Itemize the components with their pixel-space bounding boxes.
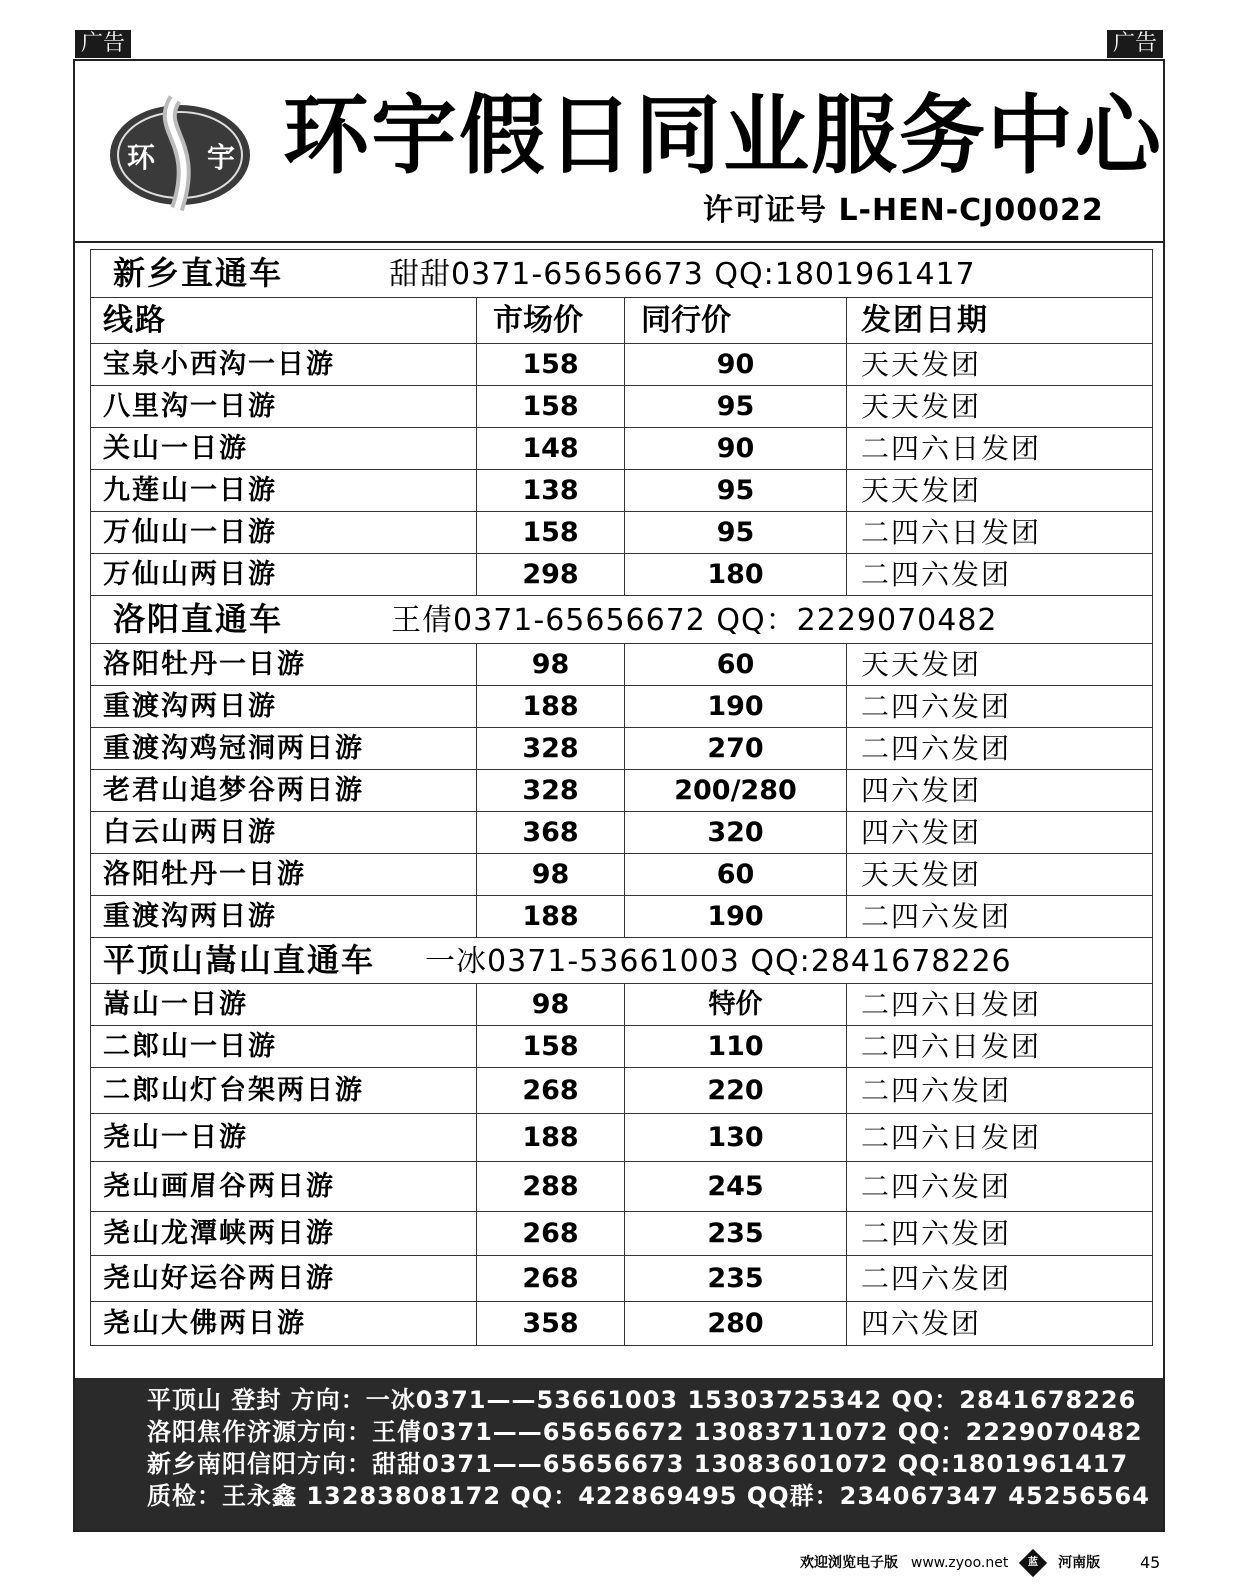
departure-schedule: 天天发团	[847, 854, 1153, 896]
route-name: 洛阳牡丹一日游	[91, 644, 477, 686]
section-contact: 一冰0371-53661003 QQ:2841678226	[425, 944, 1012, 979]
license-number: 许可证号 L-HEN-CJ00022	[703, 193, 1104, 228]
market-price: 368	[477, 812, 625, 854]
departure-schedule: 二四六日发团	[847, 984, 1153, 1026]
peer-price: 320	[625, 812, 847, 854]
peer-price: 60	[625, 854, 847, 896]
footer-line-xinxiang: 新乡南阳信阳方向：甜甜0371——65656673 13083601072 QQ:1801961417	[147, 1450, 1129, 1478]
company-logo	[105, 91, 255, 213]
header-schedule: 发团日期	[847, 298, 1153, 344]
footer-line-luoyang: 洛阳焦作济源方向：王倩0371——65656672 13083711072 QQ：2229070482	[147, 1418, 1143, 1446]
departure-schedule: 二四六发团	[847, 896, 1153, 938]
market-price: 298	[477, 554, 625, 596]
departure-schedule: 二四六发团	[847, 728, 1153, 770]
route-row	[91, 1068, 1153, 1114]
route-name: 老君山追梦谷两日游	[91, 770, 477, 812]
market-price: 158	[477, 386, 625, 428]
route-name: 万仙山一日游	[91, 512, 477, 554]
footer-line-pingdingshan: 平顶山 登封 方向：一冰0371——53661003 15303725342 QQ：2841678226	[147, 1386, 1137, 1414]
route-name: 万仙山两日游	[91, 554, 477, 596]
route-name: 白云山两日游	[91, 812, 477, 854]
route-name: 洛阳牡丹一日游	[91, 854, 477, 896]
edition-label: 河南版	[1058, 1555, 1101, 1571]
header	[75, 61, 1163, 243]
peer-price: 90	[625, 428, 847, 470]
peer-price: 130	[625, 1114, 847, 1162]
peer-price: 95	[625, 386, 847, 428]
market-price: 148	[477, 428, 625, 470]
logo-text-right: 宇	[206, 141, 236, 174]
peer-price: 180	[625, 554, 847, 596]
section-name: 新乡直通车	[113, 254, 284, 292]
route-row	[91, 428, 1153, 470]
route-row	[91, 896, 1153, 938]
departure-schedule: 二四六日发团	[847, 428, 1153, 470]
logo-text-left: 环	[126, 141, 156, 174]
route-row	[91, 1162, 1153, 1212]
route-row	[91, 1026, 1153, 1068]
route-row	[91, 984, 1153, 1026]
peer-price: 200/280	[625, 770, 847, 812]
route-row	[91, 686, 1153, 728]
badge-text: 蓝	[1028, 1557, 1039, 1568]
section-name: 洛阳直通车	[113, 600, 284, 638]
route-name: 嵩山一日游	[91, 984, 477, 1026]
departure-schedule: 天天发团	[847, 470, 1153, 512]
section-name: 平顶山嵩山直通车	[103, 941, 376, 979]
header-market-price: 市场价	[477, 298, 625, 344]
route-row	[91, 812, 1153, 854]
peer-price: 110	[625, 1026, 847, 1068]
peer-price: 245	[625, 1162, 847, 1212]
section-header	[91, 250, 1153, 298]
departure-schedule: 二四六发团	[847, 1256, 1153, 1302]
market-price: 328	[477, 770, 625, 812]
route-row	[91, 386, 1153, 428]
route-name: 重渡沟鸡冠洞两日游	[91, 728, 477, 770]
section-header	[91, 938, 1153, 984]
market-price: 268	[477, 1068, 625, 1114]
peer-price: 90	[625, 344, 847, 386]
market-price: 188	[477, 686, 625, 728]
market-price: 158	[477, 1026, 625, 1068]
departure-schedule: 四六发团	[847, 1302, 1153, 1346]
peer-price: 280	[625, 1302, 847, 1346]
market-price: 98	[477, 644, 625, 686]
route-row	[91, 854, 1153, 896]
departure-schedule: 二四六日发团	[847, 1114, 1153, 1162]
departure-schedule: 二四六日发团	[847, 512, 1153, 554]
peer-price: 190	[625, 686, 847, 728]
company-title: 环宇假日同业服务中心	[283, 86, 1163, 186]
departure-schedule: 二四六发团	[847, 554, 1153, 596]
footer-line-quality: 质检：王永鑫 13283808172 QQ：422869495 QQ群：234067347 45256564	[147, 1482, 1150, 1510]
route-row	[91, 470, 1153, 512]
departure-schedule: 二四六发团	[847, 1162, 1153, 1212]
route-name: 八里沟一日游	[91, 386, 477, 428]
peer-price: 特价	[625, 984, 847, 1026]
section-contact: 王倩0371-65656672 QQ：2229070482	[391, 603, 998, 638]
route-name: 二郎山灯台架两日游	[91, 1068, 477, 1114]
departure-schedule: 天天发团	[847, 344, 1153, 386]
bottom-bar	[800, 1548, 1100, 1578]
route-name: 二郎山一日游	[91, 1026, 477, 1068]
route-row	[91, 1302, 1153, 1346]
peer-price: 95	[625, 512, 847, 554]
route-name: 尧山龙潭峡两日游	[91, 1212, 477, 1256]
welcome-text: 欢迎浏览电子版	[800, 1555, 898, 1571]
section-header-cell	[91, 596, 1153, 644]
section-header-cell	[91, 938, 1153, 984]
route-name: 重渡沟两日游	[91, 686, 477, 728]
departure-schedule: 二四六发团	[847, 1068, 1153, 1114]
peer-price: 235	[625, 1212, 847, 1256]
route-row	[91, 512, 1153, 554]
departure-schedule: 四六发团	[847, 812, 1153, 854]
route-row	[91, 728, 1153, 770]
peer-price: 235	[625, 1256, 847, 1302]
contact-footer	[75, 1378, 1163, 1530]
header-route: 线路	[91, 298, 477, 344]
route-name: 尧山大佛两日游	[91, 1302, 477, 1346]
ad-tag-left: 广告	[75, 30, 131, 58]
peer-price: 270	[625, 728, 847, 770]
section-header	[91, 596, 1153, 644]
route-row	[91, 344, 1153, 386]
market-price: 288	[477, 1162, 625, 1212]
peer-price: 95	[625, 470, 847, 512]
route-name: 九莲山一日游	[91, 470, 477, 512]
ad-tag-right: 广告	[1107, 30, 1163, 58]
section-contact: 甜甜0371-65656673 QQ:1801961417	[389, 257, 976, 292]
route-name: 重渡沟两日游	[91, 896, 477, 938]
market-price: 188	[477, 896, 625, 938]
peer-price: 60	[625, 644, 847, 686]
departure-schedule: 天天发团	[847, 386, 1153, 428]
departure-schedule: 二四六日发团	[847, 1026, 1153, 1068]
route-row	[91, 554, 1153, 596]
route-name: 尧山一日游	[91, 1114, 477, 1162]
market-price: 268	[477, 1256, 625, 1302]
route-name: 尧山好运谷两日游	[91, 1256, 477, 1302]
header-peer-price: 同行价	[625, 298, 847, 344]
market-price: 98	[477, 984, 625, 1026]
route-row	[91, 1114, 1153, 1162]
route-row	[91, 1212, 1153, 1256]
departure-schedule: 二四六发团	[847, 686, 1153, 728]
peer-price: 190	[625, 896, 847, 938]
market-price: 158	[477, 512, 625, 554]
badge-icon	[1019, 1549, 1047, 1577]
departure-schedule: 天天发团	[847, 644, 1153, 686]
route-row	[91, 644, 1153, 686]
route-row	[91, 770, 1153, 812]
route-name: 尧山画眉谷两日游	[91, 1162, 477, 1212]
section-header-cell	[91, 250, 1153, 298]
market-price: 358	[477, 1302, 625, 1346]
market-price: 98	[477, 854, 625, 896]
market-price: 328	[477, 728, 625, 770]
price-table	[90, 249, 1153, 1346]
departure-schedule: 二四六发团	[847, 1212, 1153, 1256]
market-price: 138	[477, 470, 625, 512]
column-header-row	[91, 298, 1153, 344]
route-name: 关山一日游	[91, 428, 477, 470]
peer-price: 220	[625, 1068, 847, 1114]
market-price: 188	[477, 1114, 625, 1162]
market-price: 268	[477, 1212, 625, 1256]
departure-schedule: 四六发团	[847, 770, 1153, 812]
site-url[interactable]: www.zyoo.net	[910, 1555, 1009, 1571]
page-number: 45	[1140, 1553, 1161, 1572]
route-name: 宝泉小西沟一日游	[91, 344, 477, 386]
market-price: 158	[477, 344, 625, 386]
route-row	[91, 1256, 1153, 1302]
